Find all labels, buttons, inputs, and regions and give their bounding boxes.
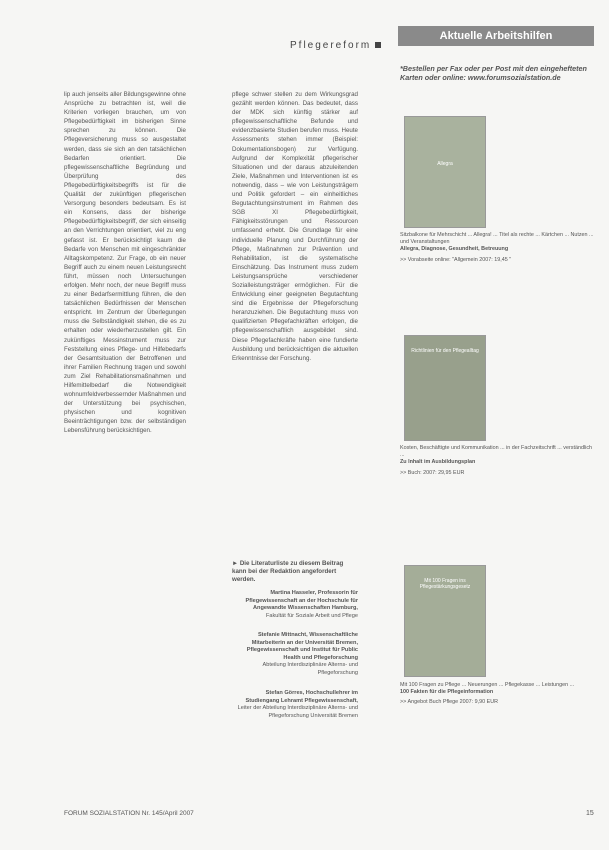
article-text-2: pflege schwer stellen zu dem Wirkungsgrad gezählt werden können. Das bedeutet, dass der MDK sich künftig stärker auf pflegewissenschaftliche Befunde und evidenzbasierte Studien berufen muss. Heute Assessments stehen immer (Beispiel: Dokumentationsbogen) zur Verfügung. Aufgrund der Komplexität pflegerischer Situationen und der daraus abzuleitenden Ziele, Maßnahmen und Interventionen ist es notwendig, dass – wie von Leistungsträgern und Politik gefordert – ein einheitliches Begutachtungsinstrument im Rahmen des SGB XI Pflegebedürftigkeit, Fähigkeitsstörungen und Ressourcen umfassend erhebt. Die Grundlage für eine individuelle Planung und Durchführung der Pflege, Maßnahmen zur Prävention und Rehabilitation, ist die systematische Einschätzung. Das Instrument muss zudem Leistungsansprüche verschiedener Sozialleistungsträger ermöglichen. Für die Entwicklung einer geeigneten Begutachtung sind die Ergebnisse der Pflegeforschung heranzuziehen. Die Begutachtung muss von qualifizierten Pflegefachkräften erfolgen, die pflegewissenschaftlich ausgebildet sind. Diese Pflegefachkräfte haben eine fundierte Ausbildung und berücksichtigen die aktuellen Erkenntnisse der Forschung.: [232, 91, 358, 362]
book-keywords: Allegra, Diagnose, Gesundheit, Betreuung: [400, 246, 509, 253]
author-1: [232, 590, 358, 620]
book-keywords: Zu Inhalt im Ausbildungsplan: [400, 459, 476, 466]
book-description-text: Mit 100 Fragen zu Pflege ... Neuerungen ... Pflegekasse ... Leistungen ...: [400, 682, 575, 688]
book-link[interactable]: >> Vorabseite online: "Allgemein 2007: 19,45 ": [400, 256, 512, 263]
author-name: Martina Hasseler, Professorin für Pflegewissenschaft an der Hochschule für Angewandte Wissenschaften Hamburg,: [245, 590, 358, 611]
article-column-1: [64, 90, 186, 810]
author-role: Abteilung Interdisziplinäre Alterns- und Pflegeforschung: [262, 662, 358, 676]
book-link[interactable]: >> Buch: 2007: 29,95 EUR: [400, 469, 465, 476]
article-text-1: lip auch jenseits aller Bildungsgewinne ohne Ansprüche zu betrachten ist, weil die Kriterien vorliegen brauchen, um von Pflegebedürftigkeit im bisherigen Sinne sprechen zu können. Die Pflegeversicherung muss so ausgestaltet werden, dass sie sich an den tatsächlichen Bedarfen orientiert. Die pflegewissenschaftliche Begründung und Überprüfung des Pflegebedürftigkeitsbegriffs ist für die Qualität der zukünftigen pflegerischen Versorgung besonders bedeutsam. Es ist ein Konsens, dass der bisherige Pflegebedürftigkeitsbegriff, der sich einseitig an den Verrichtungen orientiert, viel zu eng gefasst ist. Er berücksichtigt kaum die Bedarfe von Menschen mit eingeschränkter Alltagskompetenz. Zur Frage, ob ein neuer Begriff auch zu einem neuen Leistungsrecht führt, müssen noch Untersuchungen erfolgen. Mehr noch, der neue Begriff muss zu einer Bedarfsermittlung führen, die den tatsächlichen Bedürfnissen der Menschen entspricht. Im Zentrum der Überlegungen muss die Selbständigkeit stehen, die es zu erhalten oder wiederherzustellen gilt. Ein zukünftiges Messinstrument muss zur Feststellung eines Pflege- und Hilfebedarfs der Gesamtsituation der Betroffenen und ihrer Familien Rechnung tragen und sowohl zum Ziel Rehabilitationsmaßnahmen und Hilfemittelbedarf die Notwendigkeit wohnumfeldverbessernder Maßnahmen und der Unterstützung bei psychischen, physischen und kognitiven Beeinträchtigungen bzw. der selbständigen Lebensführung berücksichtigen.: [64, 91, 186, 435]
literature-note: ► Die Literaturliste zu diesem Beitrag kann bei der Redaktion angefordert werden.: [232, 560, 344, 583]
book-cover-3[interactable]: [404, 565, 486, 677]
order-info[interactable]: *Bestellen per Fax oder per Post mit den eingehefteten Karten oder online: www.forumsozialstation.de: [400, 64, 587, 82]
book-cover-2[interactable]: [404, 335, 486, 441]
author-role: Leiter der Abteilung Interdisziplinäre Alterns- und Pflegeforschung Universität Bremen: [237, 705, 358, 719]
section-square-icon: [375, 42, 381, 48]
book-cover-title: Mit 100 Fragen ins Pflegestärkungsgesetz: [419, 578, 471, 590]
author-name: Stefanie Mittnacht, Wissenschaftliche Mitarbeiterin an der Universität Bremen, Pflegewissenschaft und Institut für Public Health und Pflegeforschung: [246, 632, 358, 661]
article-column-2: [232, 90, 358, 540]
book-cover-title: Richtlinien für den Pflegealltag: [411, 348, 479, 354]
author-3: [232, 690, 358, 720]
book-description-3: [400, 682, 596, 707]
author-name: Stefan Görres, Hochschullehrer im Studiengang Lehramt Pflegewissenschaft,: [245, 690, 358, 704]
book-keywords: 100 Fakten für die Pflegeinformation: [400, 689, 494, 696]
book-cover-1[interactable]: [404, 116, 486, 228]
section-header: [290, 40, 381, 51]
author-role: Fakultät für Soziale Arbeit und Pflege: [265, 612, 358, 619]
book-link[interactable]: >> Angebot Buch Pflege 2007: 9,90 EUR: [400, 699, 499, 706]
sidebar-title: Aktuelle Arbeitshilfen: [398, 26, 594, 46]
page-number: 15: [586, 810, 594, 817]
section-title: Pflegereform: [290, 40, 372, 51]
book-description-text: Sitzbalkone für Mehrschicht ... Allegra! ... Titel als rechte ... Kärtchen ... Nutzen ... und Veranstaltungen: [400, 232, 594, 246]
book-description-1: [400, 232, 596, 264]
book-cover-title: Allegra: [437, 161, 453, 167]
author-2: [232, 632, 358, 677]
book-description-2: [400, 445, 596, 477]
book-description-text: Kosten, Beschäftigte und Kommunikation ... in der Fachzeitschrift ... verständlich ...: [400, 445, 593, 459]
footer-text: FORUM SOZIALSTATION Nr. 145/April 2007: [64, 810, 194, 817]
